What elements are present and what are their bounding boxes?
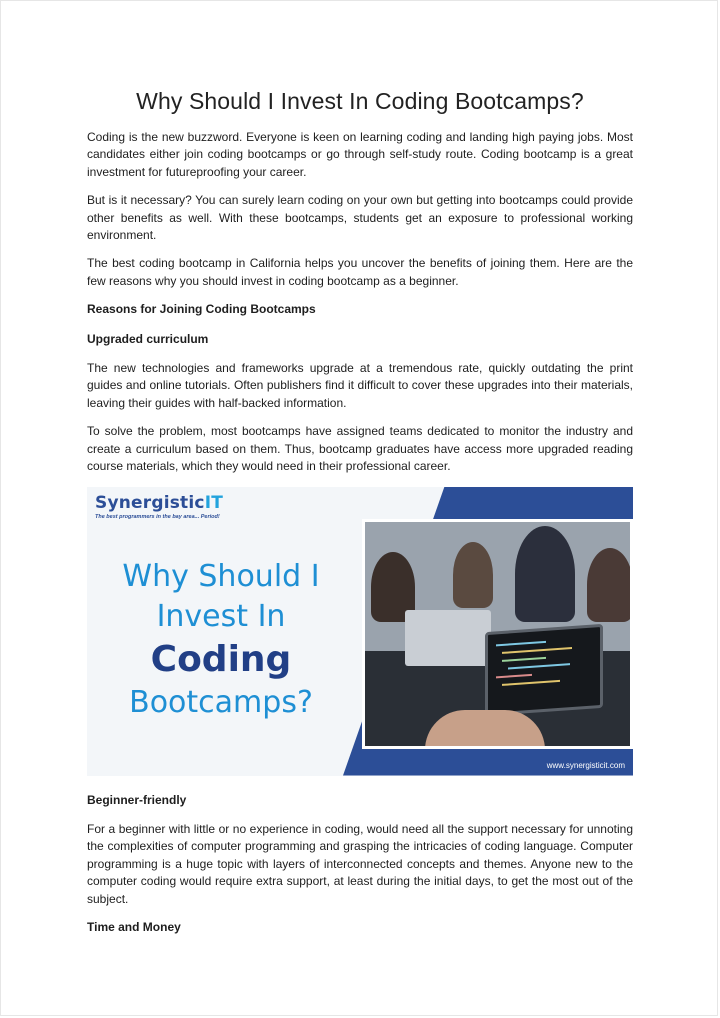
banner-headline-line-2: Invest In [156, 598, 286, 634]
beginner-paragraph: For a beginner with little or no experience in coding, would need all the support necessary for unnoting the complexities of computer programming and grasping the intricacies of coding language. Computer programming is a huge topic with layers of interconnected concepts and themes. Anyone new to the computer coding would require extra support, at least during the initial days, to get the most out of the subject. [87, 821, 633, 906]
subheading-time-and-money: Time and Money [87, 919, 181, 934]
banner-headline-line-4: Bootcamps? [129, 684, 313, 720]
code-line [502, 656, 546, 661]
banner-headline-line-3: Coding [150, 638, 292, 680]
classroom-laptop-photo [362, 519, 633, 749]
intro-paragraph-1: Coding is the new buzzword. Everyone is keen on learning coding and landing high paying jobs. Most candidates either join coding bootcamps or go through self-study route. Coding bootcamp is a great investment for futureproofing your career. [87, 130, 633, 179]
code-line [496, 673, 532, 678]
synergisticit-logo [95, 493, 223, 513]
photo-person [453, 542, 493, 608]
code-line [502, 679, 560, 685]
document-title: Why Should I Invest In Coding Bootcamps? [136, 88, 584, 114]
document-body [87, 88, 633, 948]
subheading-beginner-friendly: Beginner-friendly [87, 792, 187, 807]
code-line [508, 663, 570, 669]
section-heading-reasons: Reasons for Joining Coding Bootcamps [87, 302, 316, 317]
logo-text-it: IT [204, 492, 224, 513]
code-line [502, 647, 572, 654]
code-line [496, 640, 546, 645]
logo-text-main: Synergistic [95, 492, 205, 513]
photo-laptop-grey [405, 610, 491, 666]
logo-tagline: The best programmers in the bay area... Period! [95, 513, 220, 520]
banner-url: www.synergisticit.com [546, 760, 625, 770]
banner-headline-line-1: Why Should I [122, 558, 320, 594]
curriculum-paragraph-1: The new technologies and frameworks upgrade at a tremendous rate, quickly outdating the print guides and online tutorials. Often publishers find it difficult to cover these upgrades into their materials, leaving their guides with half-backed information. [87, 361, 633, 410]
promo-banner-image [87, 487, 633, 776]
intro-paragraph-2: But is it necessary? You can surely learn coding on your own but getting into bootcamps could provide other benefits as well. With these bootcamps, students get an exposure to professional working environment. [87, 193, 633, 243]
photo-person [587, 548, 633, 622]
intro-paragraph-3: The best coding bootcamp in California helps you uncover the benefits of joining them. Here are the few reasons why you should invest in coding bootcamp as a beginner. [87, 256, 633, 288]
photo-person [515, 526, 575, 622]
photo-laptop-screen [485, 623, 603, 715]
curriculum-paragraph-2: To solve the problem, most bootcamps have assigned teams dedicated to monitor the industry and create a curriculum based on them. Thus, bootcamp graduates have access more upgraded reading course materials, which they would need in their professional career. [87, 424, 633, 474]
subheading-upgraded-curriculum: Upgraded curriculum [87, 331, 209, 346]
